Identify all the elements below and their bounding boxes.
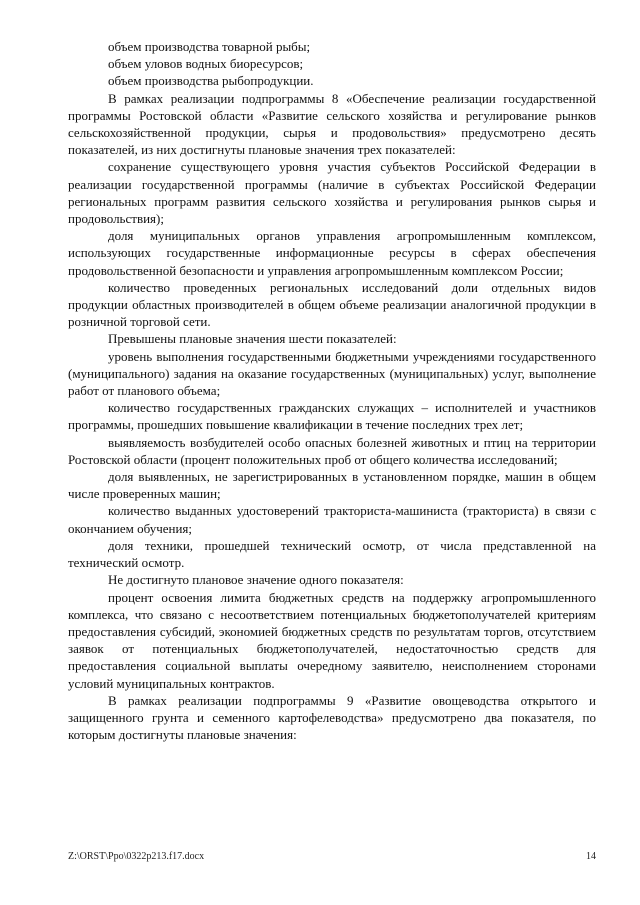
paragraph: доля техники, прошедшей технический осмотр, от числа представленной на технический осмотр. <box>68 537 596 571</box>
footer-file-path: Z:\ORST\Ppo\0322p213.f17.docx <box>68 851 205 862</box>
paragraph: процент освоения лимита бюджетных средств на поддержку агропромышленного комплекса, что связано с несоответствием потенциальных бюджетополучателей критериям предоставления субсидий, экономией бюджетных средств по результатам торгов, отсутствием заявок от потенциальных бюджетополучателей, недостаточностью средств для предоставления социальной выплаты очередному заявителю, неисполнением сторонами условий муниципальных контрактов. <box>68 589 596 691</box>
paragraph: объем производства рыбопродукции. <box>108 73 314 89</box>
paragraph: сохранение существующего уровня участия субъектов Российской Федерации в реализации государственной программы (наличие в субъектах Российской Федерации региональных программ развития сельского хозяйства и регулирования рынков сырья и продовольствия); <box>68 159 596 227</box>
document-body <box>68 38 596 743</box>
paragraph: количество выданных удостоверений тракториста-машиниста (тракториста) в связи с окончанием обучения; <box>68 503 596 536</box>
paragraph: количество проведенных региональных исследований доли отдельных видов продукции областных производителей в общем объеме реализации аналогичной продукции в розничной торговой сети. <box>68 279 596 330</box>
paragraph: Не достигнуто плановое значение одного показателя: <box>108 572 404 588</box>
paragraph: доля выявленных, не зарегистрированных в установленном порядке, машин в общем числе проверенных машин; <box>68 469 596 502</box>
paragraph: уровень выполнения государственными бюджетными учреждениями государственного (муниципального) задания на оказание государственных (муниципальных) услуг, выполнение работ от планового объема; <box>68 348 596 399</box>
paragraph: доля муниципальных органов управления агропромышленным комплексом, использующих государственные информационные ресурсы в сферах обеспечения продовольственной безопасности и управления агропромышленным комплексом России; <box>68 228 596 278</box>
paragraph: выявляемость возбудителей особо опасных болезней животных и птиц на территории Ростовской области (процент положительных проб от общего количества исследований; <box>68 434 596 467</box>
paragraph: объем уловов водных биоресурсов; <box>108 56 304 72</box>
paragraph: количество государственных гражданских служащих – исполнителей и участников программы, прошедших повышение квалификации в течение последних трех лет; <box>68 400 596 433</box>
page-number: 14 <box>586 851 596 862</box>
paragraph: В рамках реализации подпрограммы 8 «Обеспечение реализации государственной программы Ростовской области «Развитие сельского хозяйства и регулирование рынков сельскохозяйственной продукции, сырья и продовольствия» предусмотрено десять показателей, из них достигнуты плановые значения трех показателей: <box>68 90 596 158</box>
paragraph: Превышены плановые значения шести показателей: <box>108 331 397 347</box>
paragraph: В рамках реализации подпрограммы 9 «Развитие овощеводства открытого и защищенного грунта и семенного картофелеводства» предусмотрено два показателя, по которым достигнуты плановые значения: <box>68 692 596 743</box>
paragraph: объем производства товарной рыбы; <box>108 39 311 54</box>
